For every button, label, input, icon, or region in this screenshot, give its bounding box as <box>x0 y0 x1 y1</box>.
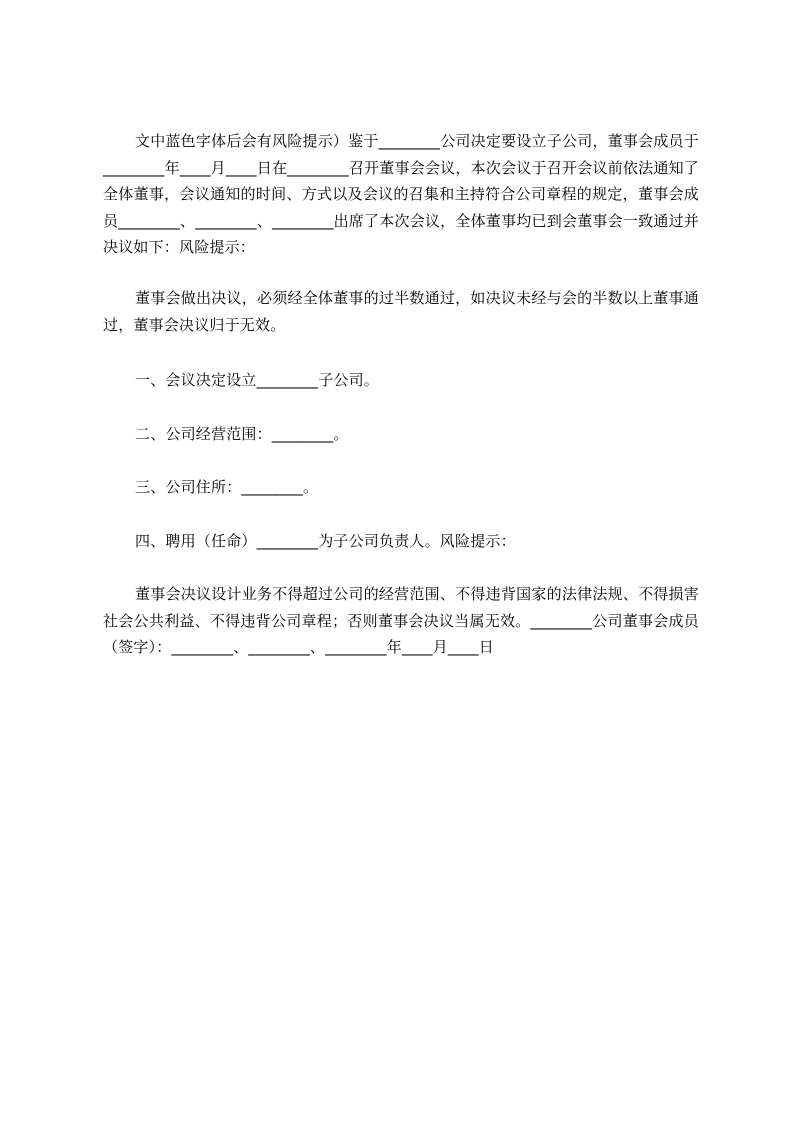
paragraph-risk-majority-vote: 董事会做出决议，必须经全体董事的过半数通过，如决议未经与会的半数以上董事通过，董事会决议归于无效。 <box>103 289 699 334</box>
paragraph-item-business-scope: 二、公司经营范围：________。 <box>135 425 349 443</box>
paragraph-risk-and-signatures: 董事会决议设计业务不得超过公司的经营范围、不得违背国家的法律法规、不得损害社会公共利益、不得违背公司章程；否则董事会决议当属无效。________公司董事会成员（签字）：________、________、________年____月____日 <box>103 585 699 656</box>
paragraph-board-meeting-intro: 文中蓝色字体后会有风险提示）鉴于________公司决定要设立子公司，董事会成员于________年____月____日在________召开董事会会议，本次会议于召开会议前依法通知了全体董事，会议通知的时间、方式以及会议的召集和主持符合公司章程的规定，董事会成员________、________、________出席了本次会议，全体董事均已到会董事会一致通过并决议如下：风险提示： <box>103 132 699 256</box>
paragraph-item-establish-subsidiary: 一、会议决定设立________子公司。 <box>135 371 380 389</box>
paragraph-item-company-address: 三、公司住所：________。 <box>135 478 319 496</box>
paragraph-item-appoint-manager: 四、聘用（任命）________为子公司负责人。风险提示： <box>135 532 516 550</box>
